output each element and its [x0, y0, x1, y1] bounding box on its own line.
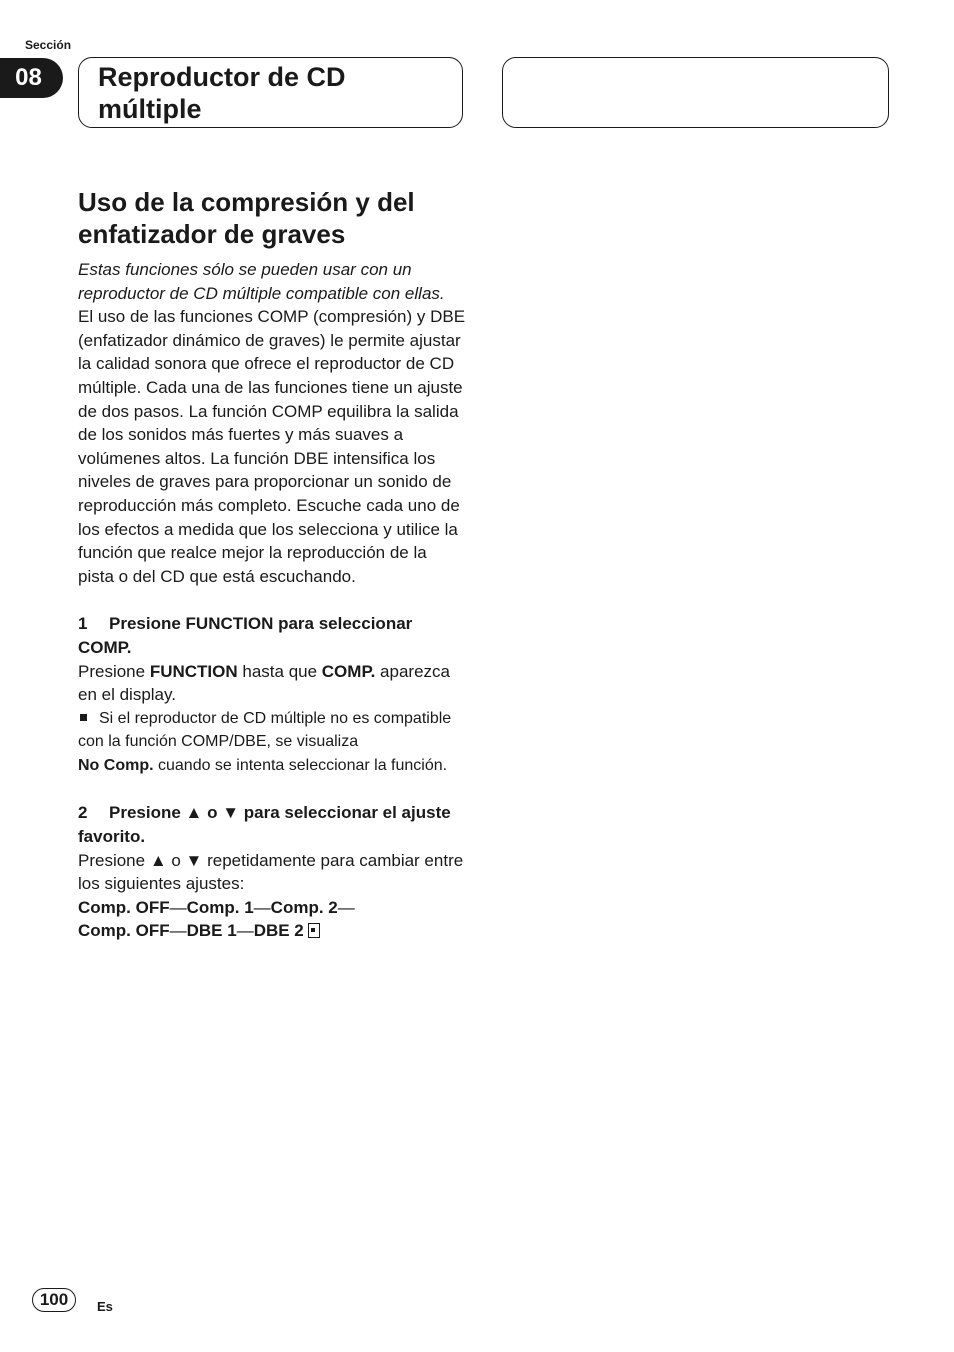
- sequence-dash: —: [169, 897, 187, 917]
- page-number: 100: [32, 1288, 76, 1312]
- article-body: [78, 258, 466, 943]
- sequence-dash: —: [169, 921, 187, 941]
- sequence-dash: —: [253, 897, 271, 917]
- step2-number: 2: [78, 803, 88, 823]
- note-text: Si el reproductor de CD múltiple no es compatible con la función COMP/DBE, se visualiza: [78, 709, 452, 751]
- chapter-title-line2: múltiple: [98, 94, 202, 124]
- article-heading-line1: Uso de la compresión y del: [78, 187, 415, 217]
- step1-heading: [78, 612, 466, 659]
- setting-dbe-2: DBE 2: [253, 921, 304, 941]
- comp-label: COMP.: [321, 661, 376, 681]
- step2-title: Presione ▲ o ▼ para seleccionar el ajuste favorito.: [78, 803, 451, 847]
- setting-comp-1: Comp. 1: [186, 897, 254, 917]
- no-comp-label: No Comp.: [78, 756, 154, 774]
- setting-comp-off: Comp. OFF: [78, 921, 170, 941]
- step2-heading: [78, 801, 466, 848]
- section-number-badge: 08: [0, 58, 63, 98]
- step1-number: 1: [78, 614, 88, 634]
- step1-title: Presione FUNCTION para seleccionar COMP.: [78, 614, 413, 657]
- step1-text-b: hasta que: [237, 661, 322, 681]
- note-bullet-icon: [80, 714, 87, 721]
- article-heading: [78, 186, 478, 250]
- language-code: Es: [97, 1299, 113, 1314]
- intro-paragraph: El uso de las funciones COMP (compresión) y DBE (enfatizador dinámico de graves) le permite ajustar la calidad sonora que ofrece el reproductor de CD múltiple. Cada una de las funciones tiene un ajuste de dos pasos. La función COMP equilibra la salida de los sonidos más fuertes y más suaves a volúmenes altos. La función DBE intensifica los niveles de graves para proporcionar un sonido de reproducción más completo. Escuche cada uno de los efectos a medida que los selecciona y utilice la función que realce mejor la reproducción de la pista o del CD que está escuchando.: [78, 307, 466, 586]
- step1-text-a: Presione: [78, 661, 150, 681]
- step1-text-c: aparezca en el display.: [78, 661, 450, 705]
- setting-dbe-1: DBE 1: [186, 921, 237, 941]
- sequence-dash: —: [236, 921, 254, 941]
- end-of-section-icon: [308, 923, 320, 938]
- step2-instruction: Presione ▲ o ▼ repetidamente para cambiar entre los siguientes ajustes:: [78, 850, 464, 894]
- sequence-dash: —: [337, 897, 355, 917]
- step1-note: [78, 707, 466, 778]
- chapter-title: [98, 61, 448, 125]
- chapter-title-line1: Reproductor de CD: [98, 62, 346, 92]
- intro-italic: Estas funciones sólo se pueden usar con un reproductor de CD múltiple compatible con ellas.: [78, 260, 445, 303]
- setting-comp-2: Comp. 2: [270, 897, 338, 917]
- function-key-label: FUNCTION: [149, 661, 238, 681]
- setting-comp-off: Comp. OFF: [78, 897, 170, 917]
- step1-instruction: [78, 660, 466, 707]
- article-heading-line2: enfatizador de graves: [78, 219, 346, 249]
- section-label: Sección: [25, 38, 72, 52]
- settings-sequence: [78, 896, 466, 943]
- empty-header-frame: [502, 57, 889, 128]
- note-text-end: cuando se intenta seleccionar la función.: [153, 756, 448, 774]
